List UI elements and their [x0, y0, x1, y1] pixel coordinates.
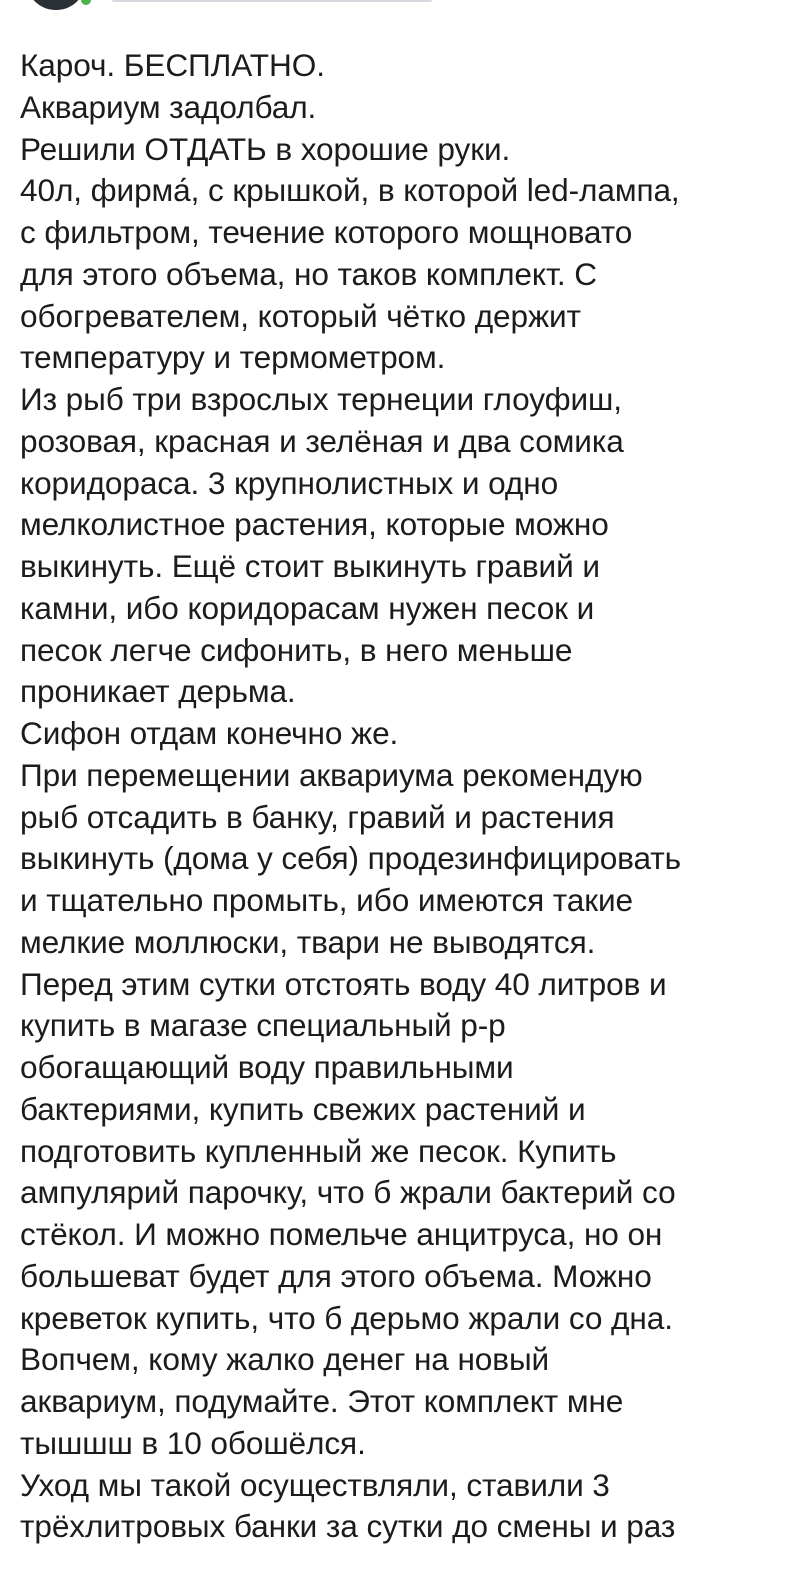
post-line: температуру и термометром.	[20, 339, 446, 376]
post-line: большеват будет для этого объема. Можно	[20, 1257, 652, 1294]
post-line: Сифон отдам конечно же.	[20, 715, 399, 751]
post-line: Уход мы такой осуществляли, ставили 3	[20, 1466, 610, 1503]
post-line: коридораса. 3 крупнолистных и одно	[20, 464, 559, 501]
post-line: Решили ОТДАТЬ в хорошие руки.	[20, 130, 511, 167]
post-line: Перед этим сутки отстоять воду 40 литров и	[20, 965, 667, 1002]
author-avatar[interactable]	[28, 0, 84, 10]
post-line: обогревателем, который чётко держит	[20, 297, 581, 334]
post-line: выкинуть. Ещё стоит выкинуть гравий и	[20, 548, 600, 584]
post-line: Из рыб три взрослых тернеции глоуфиш,	[20, 381, 622, 417]
post-line: тышшш в 10 обошёлся.	[20, 1424, 366, 1461]
post-line: креветок купить, что б дерьмо жрали со дна.	[20, 1299, 673, 1336]
post-line: Вопчем, кому жалко денег на новый	[20, 1341, 550, 1378]
post-line: проникает дерьма.	[20, 673, 296, 710]
post-line: купить в магазе специальный р-р	[20, 1007, 506, 1044]
post-line: и тщательно промыть, ибо имеются такие	[20, 882, 634, 918]
post-line: трёхлитровых банки за сутки до смены и раз	[20, 1508, 676, 1545]
post-header-cropped	[0, 0, 800, 10]
post-line: мелкие моллюски, твари не выводятся.	[20, 923, 596, 960]
post-text	[20, 45, 790, 1548]
post-line: ампулярий парочку, что б жрали бактерий со	[20, 1174, 676, 1211]
post-line: подготовить купленный же песок. Купить	[20, 1132, 617, 1169]
post-line: При перемещении аквариума рекомендую	[20, 756, 643, 793]
post-line: бактериями, купить свежих растений и	[20, 1090, 586, 1127]
post-line: 40л, фирма́, с крышкой, в которой led-лампа,	[20, 172, 680, 209]
post-line: аквариум, подумайте. Этот комплект мне	[20, 1383, 624, 1419]
post-line: мелколистное растения, которые можно	[20, 506, 609, 543]
post-line: с фильтром, течение которого мощновато	[20, 214, 633, 250]
post-line: обогащающий воду правильными	[20, 1049, 514, 1085]
post-line: камни, ибо коридорасам нужен песок и	[20, 589, 595, 626]
post-line: стёкол. И можно помельче анцитруса, но он	[20, 1216, 663, 1252]
post-line: Аквариум задолбал.	[20, 88, 317, 125]
online-status-icon	[78, 0, 94, 8]
post-line: рыб отсадить в банку, гравий и растения	[20, 798, 615, 835]
post-line: песок легче сифонить, в него меньше	[20, 631, 573, 668]
post-line: Кароч. БЕСПЛАТНО.	[20, 47, 325, 83]
post-line: выкинуть (дома у себя) продезинфицировать	[20, 840, 682, 877]
post-line: для этого объема, но таков комплект. С	[20, 255, 597, 292]
author-name-cropped[interactable]	[112, 0, 432, 2]
post-line: розовая, красная и зелёная и два сомика	[20, 422, 624, 459]
